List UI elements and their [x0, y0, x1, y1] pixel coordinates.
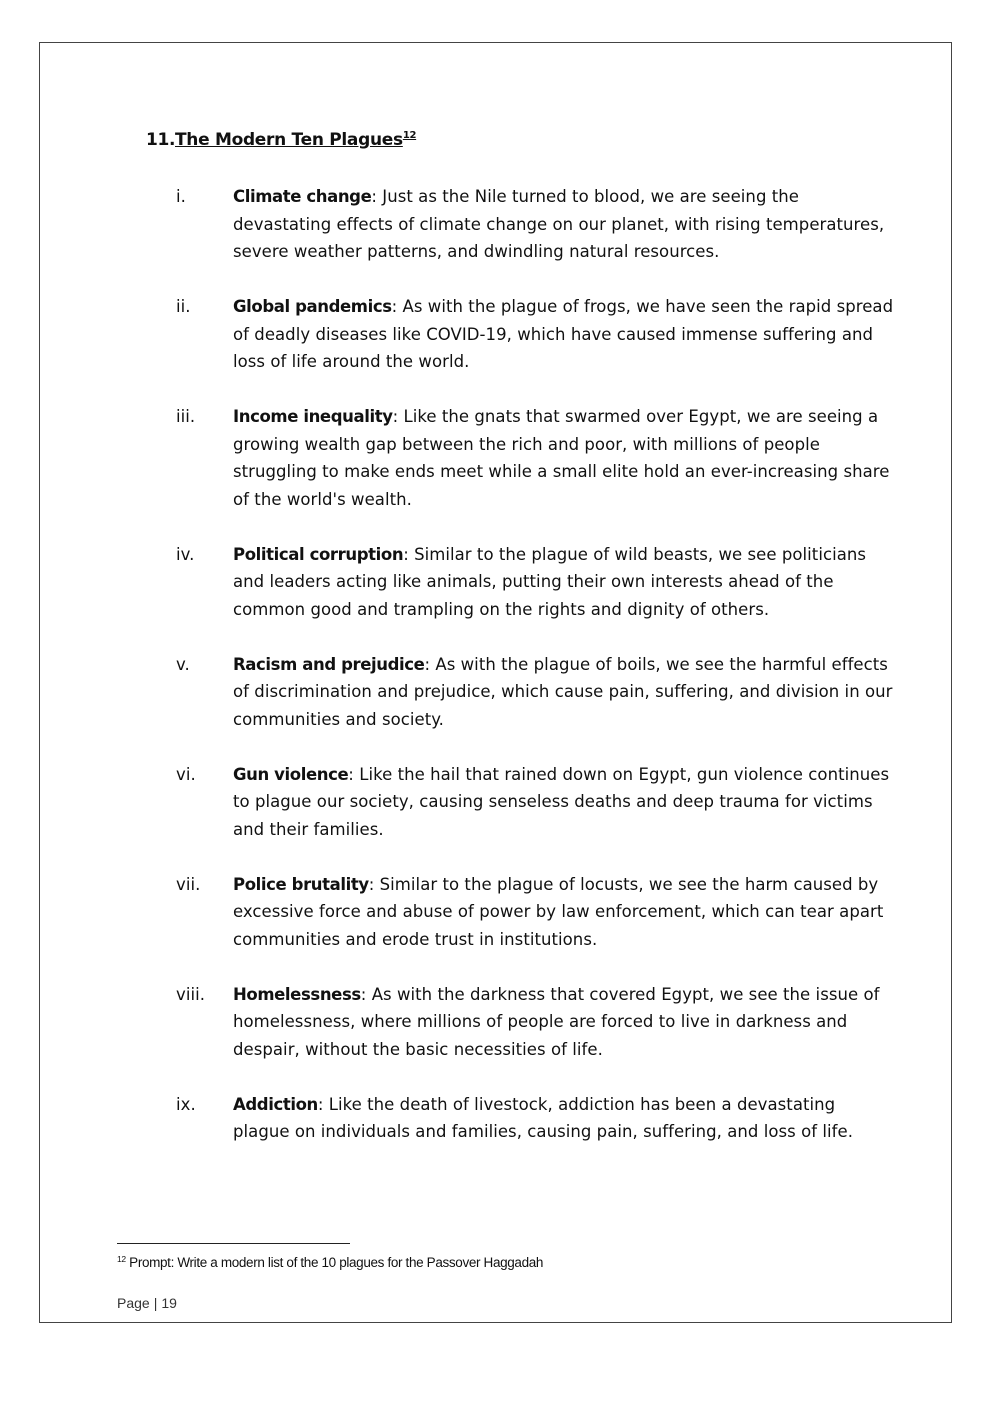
plague-name: Income inequality — [233, 407, 393, 426]
plague-list — [176, 183, 896, 1173]
list-numeral: vii. — [176, 874, 201, 894]
plague-description: : As with the plague of frogs, we have seen the rapid spread of deadly diseases like COVID-19, which have caused immense suffering and loss of life around the world. — [233, 297, 894, 371]
list-item — [176, 761, 896, 844]
plague-name: Political corruption — [233, 544, 404, 564]
plague-description: : Like the death of livestock, addiction has been a devastating plague on individuals and families, causing pain, suffering, and loss of life. — [233, 1094, 854, 1141]
plague-description: : As with the darkness that covered Egypt, we see the issue of homelessness, where millions of people are forced to live in darkness and despair, without the basic necessities of life. — [233, 984, 880, 1059]
list-numeral: ii. — [176, 297, 191, 316]
plague-name: Homelessness — [233, 984, 361, 1004]
list-numeral: iii. — [176, 407, 196, 426]
plague-name: Global pandemics — [233, 297, 392, 316]
page-label: Page — [117, 1295, 150, 1311]
footnote-divider — [117, 1243, 350, 1244]
list-numeral: iv. — [176, 544, 195, 564]
plague-description: : Like the gnats that swarmed over Egypt, we are seeing a growing wealth gap between the rich and poor, with millions of people struggling to make ends meet while a small elite hold an ever-increasing share of the world's wealth. — [233, 407, 890, 509]
list-item — [176, 293, 896, 376]
plague-name: Addiction — [233, 1094, 318, 1114]
plague-description: : Similar to the plague of locusts, we see the harm caused by excessive force and abuse of power by law enforcement, which can tear apart communities and erode trust in institutions. — [233, 874, 884, 949]
list-numeral: v. — [176, 654, 190, 674]
list-item — [176, 183, 896, 266]
page-footer — [117, 1295, 177, 1311]
plague-name: Racism and prejudice — [233, 654, 425, 674]
page-separator: | — [153, 1295, 158, 1311]
list-numeral: ix. — [176, 1094, 196, 1114]
plague-description: : Like the hail that rained down on Egypt, gun violence continues to plague our society, causing senseless deaths and deep trauma for victims and their families. — [233, 764, 890, 839]
section-title: The Modern Ten Plagues — [175, 130, 403, 150]
plague-name: Climate change — [233, 187, 372, 206]
list-item — [176, 981, 896, 1064]
list-item — [176, 1091, 896, 1146]
list-item — [176, 403, 896, 513]
list-item — [176, 871, 896, 954]
footnote-number: 12 — [117, 1254, 126, 1264]
list-numeral: i. — [176, 187, 186, 206]
plague-description: : Similar to the plague of wild beasts, we see politicians and leaders acting like animals, putting their own interests ahead of the common good and trampling on the rights and dignity of others. — [233, 544, 867, 619]
list-numeral: vi. — [176, 764, 196, 784]
footnote — [117, 1255, 543, 1270]
footnote-reference[interactable]: 12 — [402, 130, 417, 141]
footnote-text: Prompt: Write a modern list of the 10 plagues for the Passover Haggadah — [129, 1255, 544, 1270]
list-item — [176, 651, 896, 734]
plague-name: Gun violence — [233, 764, 349, 784]
plague-name: Police brutality — [233, 874, 369, 894]
plague-description: : Just as the Nile turned to blood, we are seeing the devastating effects of climate change on our planet, with rising temperatures, severe weather patterns, and dwindling natural resources. — [233, 187, 885, 261]
list-item — [176, 541, 896, 624]
page-number: 19 — [161, 1295, 177, 1311]
list-numeral: viii. — [176, 984, 206, 1004]
section-number: 11. — [146, 130, 176, 150]
section-heading — [146, 130, 416, 150]
plague-description: : As with the plague of boils, we see the harmful effects of discrimination and prejudice, which cause pain, suffering, and division in our communities and society. — [233, 654, 893, 729]
